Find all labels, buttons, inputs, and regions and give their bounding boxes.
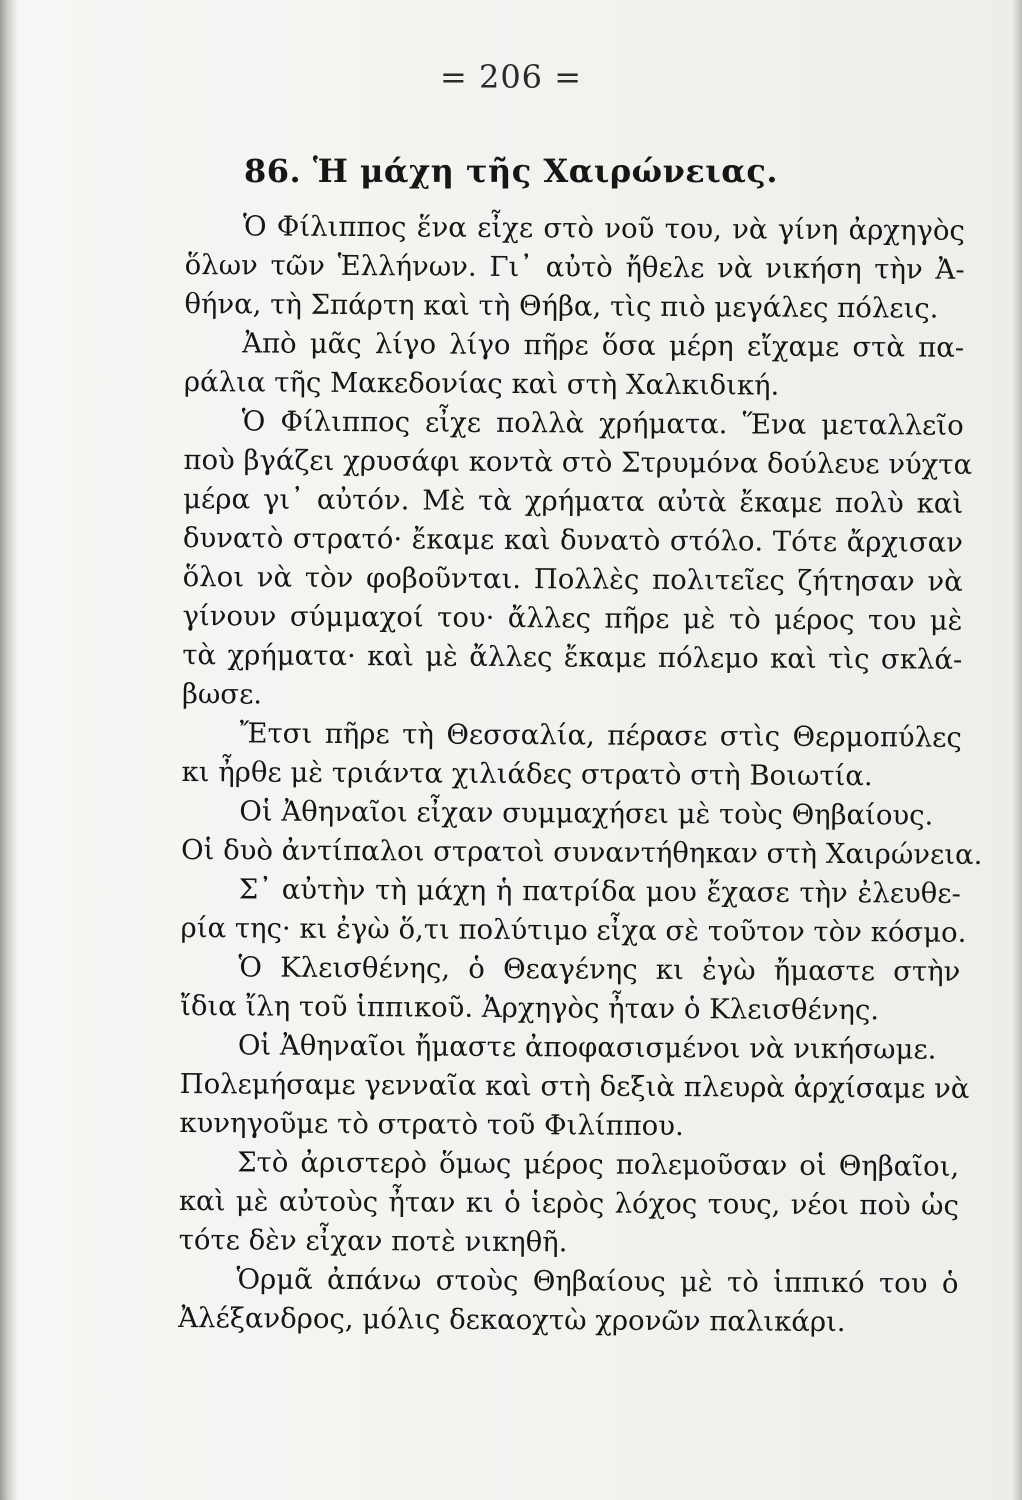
text-line: βωσε. xyxy=(181,677,263,711)
text-line: καὶ μὲ αὐτοὺς ἦταν κι ὁ ἱερὸς λόχος τους, νέοι ποὺ ὡς xyxy=(178,1184,960,1222)
section-heading: 86. Ἡ μάχη τῆς Χαιρώνειας. xyxy=(244,152,778,190)
text-line: κι ἦρθε μὲ τριάντα χιλιάδες στρατὸ στὴ Βοιωτία. xyxy=(181,755,873,793)
text-line: Οἱ Ἀθηναῖοι ἤμαστε ἀποφασισμένοι νὰ νικήσωμε. xyxy=(237,1029,937,1066)
text-line: ρία της· κι ἐγὼ ὅ,τι πολύτιμο εἶχα σὲ τοῦτον τὸν κόσμο. xyxy=(180,911,967,949)
text-line: Ὁ Κλεισθένης, ὁ Θεαγένης κι ἐγὼ ἤμαστε στὴν xyxy=(238,951,961,988)
text-line: ἴδια ἴλη τοῦ ἱππικοῦ. Ἀρχηγὸς ἦταν ὁ Κλεισθένης. xyxy=(180,989,880,1027)
body-text xyxy=(178,207,983,1343)
text-line: γίνουν σύμμαχοί του· ἄλλες πῆρε μὲ τὸ μέρος του μὲ xyxy=(182,599,963,637)
binding-shadow xyxy=(0,0,18,1500)
page-edge xyxy=(1012,0,1022,1500)
text-line: κυνηγοῦμε τὸ στρατὸ τοῦ Φιλίππου. xyxy=(179,1106,684,1143)
text-line: ποὺ βγάζει χρυσάφι κοντὰ στὸ Στρυμόνα δούλευε νύχτα xyxy=(183,443,973,481)
text-line: Ὁ Φίλιππος ἕνα εἶχε στὸ νοῦ του, νὰ γίνη ἀρχηγὸς xyxy=(242,210,965,247)
text-line: Ὁρμᾶ ἀπάνω στοὺς Θηβαίους μὲ τὸ ἱππικό του ὁ xyxy=(236,1263,959,1300)
text-line: Σ᾽ αὐτὴν τὴ μάχη ἡ πατρίδα μου ἔχασε τὴν ἐλευθε- xyxy=(238,873,961,910)
text-line: Οἱ Ἀθηναῖοι εἶχαν συμμαχήσει μὲ τοὺς Θηβαίους. xyxy=(239,795,934,832)
text-line: Ἀπὸ μᾶς λίγο λίγο πῆρε ὅσα μέρη εἴχαμε στὰ πα- xyxy=(242,327,965,364)
text-line: μέρα γι᾽ αὐτόν. Μὲ τὰ χρήματα αὐτὰ ἔκαμε πολὺ καὶ xyxy=(183,482,964,520)
page-number: = 206 = xyxy=(439,58,583,96)
text-line: Ὁ Φίλιππος εἶχε πολλὰ χρήματα. Ἕνα μεταλλεῖο xyxy=(241,405,964,442)
text-line: δυνατὸ στρατό· ἔκαμε καὶ δυνατὸ στόλο. Τότε ἄρχισαν xyxy=(182,521,964,559)
text-line: θήνα, τὴ Σπάρτη καὶ τὴ Θήβα, τὶς πιὸ μεγάλες πόλεις. xyxy=(184,287,939,325)
text-line: ὅλοι νὰ τὸν φοβοῦνται. Πολλὲς πολιτεῖες ζήτησαν νὰ xyxy=(182,560,963,598)
text-line: ράλια τῆς Μακεδονίας καὶ στὴ Χαλκιδική. xyxy=(183,365,780,402)
text-line: Στὸ ἀριστερὸ ὅμως μέρος πολεμοῦσαν οἱ Θηβαῖοι, xyxy=(237,1146,960,1183)
text-line: Οἱ δυὸ ἀντίπαλοι στρατοὶ συναντήθηκαν στὴ Χαιρώνεια. xyxy=(180,833,983,871)
text-line: Ἀλέξανδρος, μόλις δεκαοχτὼ χρονῶν παλικάρι. xyxy=(178,1301,846,1339)
text-line: τὰ χρήματα· καὶ μὲ ἄλλες ἔκαμε πόλεμο καὶ τὶς σκλά- xyxy=(182,638,963,676)
text-line: Ἔτσι πῆρε τὴ Θεσσαλία, πέρασε στὶς Θερμοπύλες xyxy=(239,717,962,754)
text-line: τότε δὲν εἶχαν ποτὲ νικηθῆ. xyxy=(178,1223,568,1259)
text-line: ὅλων τῶν Ἑλλήνων. Γι᾽ αὐτὸ ἤθελε νὰ νικήση τὴν Ἀ- xyxy=(184,248,965,286)
text-line: Πολεμήσαμε γενναῖα καὶ στὴ δεξιὰ πλευρὰ ἀρχίσαμε νὰ xyxy=(179,1067,970,1105)
